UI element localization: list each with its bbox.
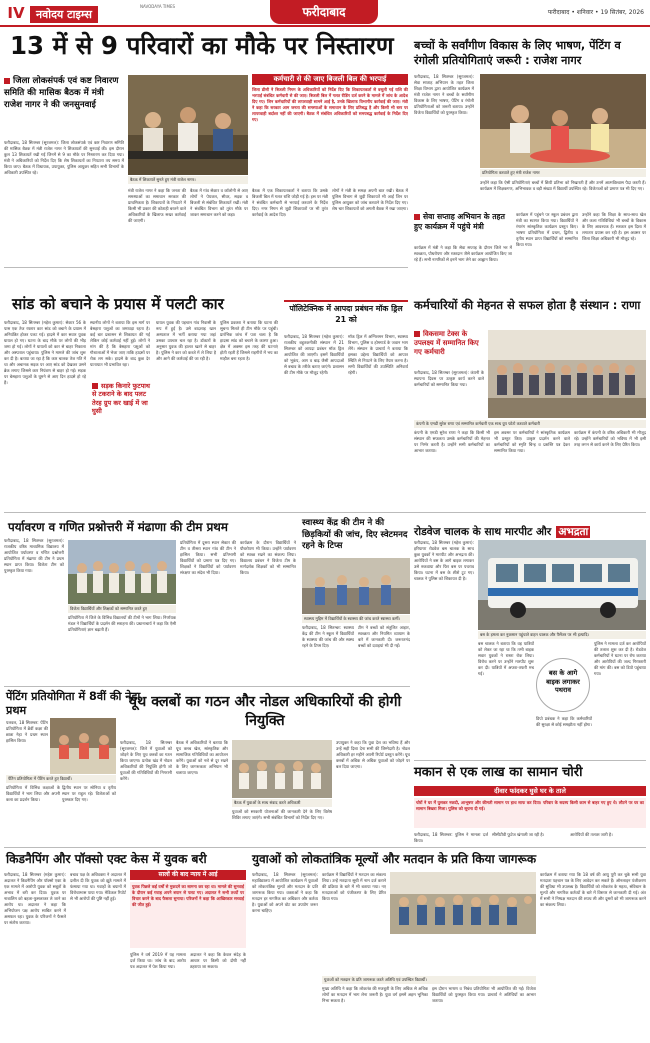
a7-photo	[302, 558, 410, 614]
a11-body-col2: सीसीटीवी फुटेज खंगाली जा रही है।	[492, 832, 545, 837]
a12-box: युवक पिछले कई वर्षों से मुकदमे का सामना कर रहा था। मामले की सुनवाई के दौरान कई गवाह अपने बयान से पलट गए। अदालत ने सभी तथ्यों पर विचार करने के बाद फैसला सुनाया। परिजनों ने कहा कि आखिरकार सच्चाई की जीत हुई।	[130, 882, 246, 948]
a1-body-col2: मंत्री राजेश नागर ने कहा कि जनता की समस्याओं का समाधान सरकार की प्राथमिकता है। शिकायतों के निपटारे में किसी भी प्रकार की कोताही बरतने वाले अधिकारियों के खिलाफ सख्त कार्रवाई की जाएगी।	[128, 188, 186, 223]
a5-body-col1: फरीदाबाद, 18 सितम्बर (सूरजमल): कंपनी के स्थापना दिवस पर उत्कृष्ट कार्य करने वाले कर्मचारियों को सम्मानित किया गया।	[414, 370, 484, 387]
a1-headline: 13 में से 9 परिवारों का मौके पर निस्तारण	[10, 31, 394, 60]
a8-headline-highlight: अभद्रता	[558, 526, 589, 538]
a2-photo	[480, 74, 646, 168]
a2-subheadline	[414, 212, 512, 232]
a10-photo	[232, 740, 332, 798]
a11-body-col3: आरोपियों की तलाश जारी है।	[570, 832, 613, 837]
a1-kicker-body: जिला डीसी ने बिजली निगम के अधिकारियों को निर्देश दिए कि शिकायतकर्ता से वसूली गई राशि की भरपाई संबंधित कर्मचारी से की जाए। बिजली बिल में गलत रीडिंग दर्ज करने के मामले में जांच के आदेश दिए गए। जिन कर्मचारियों की लापरवाही सामने आई है, उनके खिलाफ विभागीय कार्रवाई की जाए। मंत्री ने कहा कि सरकार आम जनता की समस्याओं के समाधान के लिए प्रतिबद्ध है और किसी भी स्तर पर लापरवाही बर्दाश्त नहीं की जाएगी। बैठक में संबंधित अधिकारियों को समयबद्ध कार्रवाई के निर्देश दिए गए।	[252, 87, 408, 122]
a1-kicker: कर्मचारी से की जाए बिजली बिल की भरपाई	[252, 74, 408, 85]
a1-subheadline	[4, 75, 124, 111]
a3-pull-quote-box	[90, 380, 154, 442]
a13-body-col2: कार्यक्रम में विद्यार्थियों ने मतदान का संकल्प लिया। उन्हें मतदाता सूची में नाम दर्ज कराने की प्रक्रिया के बारे में भी बताया गया। नए मतदाताओं को पंजीकरण के लिए प्रेरित किया गया।	[322, 872, 386, 901]
a1-photo-caption: बैठक में शिकायतें सुनते हुए मंत्री राजेश नागर।	[128, 176, 248, 184]
a12-body-col4: अदालत ने कहा कि केवल संदेह के आधार पर किसी को दोषी नहीं ठहराया जा सकता।	[190, 952, 246, 969]
a11-box: चोरों ने घर में घुसकर नकदी, आभूषण और कीमती सामान पर हाथ साफ कर दिया। परिवार के सदस्य किसी काम से बाहर गए हुए थे। लौटने पर घर का सामान बिखरा मिला। पुलिस को सूचना दी गई।	[414, 798, 646, 828]
a8-body-col4: डिपो प्रबंधक ने कहा कि कर्मचारियों की सुरक्षा से कोई समझौता नहीं होगा।	[536, 716, 592, 727]
a1-body-col4: बैठक में एक शिकायतकर्ता ने बताया कि उसके बिजली बिल में गलत राशि जोड़ी गई है। इस पर मंत्री ने संबंधित कर्मचारी से भरपाई करवाने के निर्देश दिए। नगर निगम से जुड़ी शिकायतों पर भी तुरंत कार्रवाई के आदेश दिए।	[252, 188, 328, 217]
a8-headline	[414, 520, 646, 539]
a4-body-col1: फरीदाबाद, 18 सितम्बर (महेश कुमार): राजकीय बहुतकनीकी संस्थान में 21 सितम्बर को आपदा प्रबंधन मॉक ड्रिल आयोजित की जाएगी। इसमें विद्यार्थियों को भूकंप, आग व बाढ़ जैसी आपदाओं से बचाव के तरीके बताए जाएंगे। प्रशासन की टीम मौके पर मौजूद रहेगी।	[284, 334, 344, 375]
a11-headline: मकान से एक लाख का सामान चोरी	[414, 765, 583, 780]
a8-body-col1: फरीदाबाद, 18 सितम्बर (महेश कुमार): हरियाणा रोडवेज बस चालक के साथ कुछ युवकों ने मारपीट और अभद्रता की। आरोपियों ने बस के आगे बाइक लगाकर उसे रुकवाया और फिर बस पर पथराव किया। घटना में बस के शीशे टूट गए। चालक ने पुलिस को शिकायत दी है।	[414, 540, 474, 581]
a13-photo	[390, 872, 536, 934]
a6-headline: पर्यावरण व गणित प्रश्नोत्तरी में मंढाणा की टीम प्रथम	[8, 520, 228, 534]
masthead-rule	[0, 25, 650, 27]
a4-body-col2: मॉक ड्रिल में अग्निशमन विभाग, स्वास्थ्य विभाग, पुलिस व होमगार्ड के जवान भाग लेंगे। संस्थान के प्राचार्य ने बताया कि इसका उद्देश्य विद्यार्थियों को आपात स्थिति से निपटने के लिए तैयार करना है। सभी विद्यार्थियों की उपस्थिति अनिवार्य रहेगी।	[348, 334, 408, 375]
a10-body-col3: युवाओं को सरकारी योजनाओं की जानकारी देने के लिए विशेष शिविर लगाए जाएंगे। सभी संबंधित विभागों को निर्देश दिए गए।	[232, 809, 332, 820]
a5-body-col3: इस अवसर पर कर्मचारियों ने सांस्कृतिक कार्यक्रम भी प्रस्तुत किए। उत्कृष्ट प्रदर्शन करने वाले कर्मचारियों को स्मृति चिन्ह व प्रशस्ति पत्र देकर सम्मानित किया गया।	[494, 430, 570, 453]
bullet-square-icon	[92, 383, 98, 389]
a1-body-left: फरीदाबाद, 18 सितम्बर (सूरजमल): जिला लोकसंपर्क एवं कष्ट निवारण समिति की मासिक बैठक में मंत्री राजेश नागर ने शिकायतों की सुनवाई की। इस दौरान कुल 13 शिकायतें रखी गईं जिनमें से 9 का मौके पर निस्तारण कर दिया गया। मंत्री ने अधिकारियों को निर्देश दिए कि शेष शिकायतों का निपटारा तय समय में किया जाए। बैठक में विधायक, उपायुक्त, पुलिस आयुक्त सहित सभी विभागों के अधिकारी उपस्थित रहे।	[4, 140, 124, 175]
a9-body-col2: प्रतियोगिता में विभिन्न कक्षाओं के विद्यार्थियों ने भाग लिया और अपनी कला का प्रदर्शन किया।	[6, 785, 60, 802]
a6-photo-caption: विजेता विद्यार्थियों और शिक्षकों को सम्मानित करते हुए	[68, 605, 176, 613]
divider	[4, 512, 646, 513]
a1-photo	[128, 75, 248, 175]
divider	[4, 847, 646, 848]
a1-body-col5: लोगों ने मंत्री के समक्ष अपनी बात रखी। बैठक में पुलिस विभाग से जुड़ी शिकायतें भी आईं जिन पर पुलिस आयुक्त को जांच करवाने के निर्देश दिए गए। शेष चार शिकायतों को अगली बैठक में रखा जाएगा।	[332, 188, 408, 211]
a2-body-col2: उन्होंने कहा कि ऐसी प्रतियोगिताएं बच्चों में छिपी प्रतिभा को निखारती हैं और उनमें आत्मविश्वास पैदा करती हैं। कार्यक्रम में शिक्षकगण, अभिभावक व बड़ी संख्या में विद्यार्थी उपस्थित रहे। विजेताओं को प्रमाण पत्र भी दिए गए।	[480, 180, 646, 191]
a8-photo	[478, 540, 646, 630]
a13-headline: युवाओं को लोकतांत्रिक मूल्यों और मतदान के प्रति किया जागरूक	[252, 852, 537, 866]
a6-body-col3: प्रतियोगिता में दूसरा स्थान सेक्टर की टीम व तीसरा स्थान गांव की टीम ने हासिल किया। सभी प्रतिभागी विद्यार्थियों को प्रमाण पत्र दिए गए। शिक्षकों ने विद्यार्थियों को पर्यावरण संरक्षण का संदेश भी दिया।	[180, 540, 236, 575]
a2-body-col1: फरीदाबाद, 18 सितम्बर (सूरजमल): सेवा सप्ताह अभियान के तहत जिला शिक्षा विभाग द्वारा आयोजित कार्यक्रम में मंत्री राजेश नागर ने बच्चों के सर्वांगीण विकास के लिए भाषण, पेंटिंग व रंगोली प्रतियोगिताओं को जरूरी बताया। उन्होंने विजेता विद्यार्थियों को पुरस्कृत किया।	[414, 74, 474, 115]
bullet-square-icon	[414, 331, 420, 337]
a8-body-col3: पुलिस ने मामला दर्ज कर आरोपियों की तलाश शुरू कर दी है। रोडवेज कर्मचारियों ने घटना पर रोष जताया और आरोपियों की जल्द गिरफ्तारी की मांग की। बस को डिपो पहुंचाया गया।	[594, 641, 646, 676]
a1-body-col3: बैठक में गांव सेक्टर व कॉलोनी से आए लोगों ने पेयजल, सीवर, सड़क व बिजली से संबंधित शिकायतें रखीं। मंत्री ने संबंधित विभाग को तुरंत मौके पर जाकर समाधान करने को कहा।	[190, 188, 248, 217]
masthead	[0, 0, 650, 28]
a2-headline: बच्चों के सर्वांगीण विकास के लिए भाषण, पेंटिंग व रंगोली प्रतियोगिताएं जरूरी : राजेश नागर	[414, 39, 621, 67]
a10-body-col2: बैठक में अधिकारियों ने बताया कि यूथ क्लब खेल, सांस्कृतिक और सामाजिक गतिविधियों का आयोजन करेंगे। युवाओं को नशे से दूर रखने के लिए जागरूकता अभियान भी चलाया जाएगा।	[176, 740, 228, 775]
a13-body-col5: कार्यक्रम में बताया गया कि 18 वर्ष की आयु पूरी कर चुके सभी युवा मतदाता पहचान पत्र के लिए आवेदन कर सकते हैं। ऑनलाइन पंजीकरण की सुविधा भी उपलब्ध है। विद्यार्थियों को लोकतंत्र के महत्व, संविधान के मूल्यों और नागरिक कर्तव्यों के बारे में विस्तार से जानकारी दी गई। अंत में सभी ने निष्पक्ष मतदान की शपथ ली और दूसरों को भी जागरूक करने का संकल्प लिया।	[540, 872, 646, 907]
a9-photo	[50, 718, 116, 774]
a3-body-col2: स्थानीय लोगों ने बताया कि इस मार्ग पर बेसहारा पशुओं का जमावड़ा रहता है। कई बार प्रशासन से शिकायत की गई लेकिन कोई कार्रवाई नहीं हुई। लोगों ने मांग की है कि बेसहारा पशुओं को गौशालाओं में भेजा जाए ताकि हादसों पर रोक लग सके। हादसे के बाद कुछ देर यातायात भी प्रभावित रहा।	[90, 320, 150, 367]
a10-body-col1: फरीदाबाद, 18 सितम्बर (सूरजमल): जिले में युवाओं को जोड़ने के लिए यूथ क्लबों का गठन किया जाएगा। प्रत्येक खंड में नोडल अधिकारियों की नियुक्ति होगी जो युवाओं की गतिविधियों की निगरानी करेंगे।	[120, 740, 172, 781]
a7-photo-caption: स्वास्थ्य मुहिम में विद्यार्थियों के स्वास्थ्य की जांच करते स्वास्थ्य कर्मी।	[302, 615, 410, 623]
a8-photo-caption: बस के हमला कर नुकसान पहुंचाते वाहन चालक और पैसेंजर पर भी इत्यादि।	[478, 631, 646, 639]
a3-body-col3: घायल युवक की पहचान गांव निवासी के रूप में हुई है। उसे बादशाह खान अस्पताल में भर्ती कराया गया जहां उसका उपचार चल रहा है। डॉक्टरों के अनुसार युवक की हालत खतरे से बाहर है। पुलिस ने कार को कब्जे में ले लिया है और आगे की कार्रवाई की जा रही है।	[156, 320, 216, 361]
masthead-small-text: NAVODAYA TIMES	[140, 4, 176, 9]
bullet-square-icon	[414, 214, 420, 220]
a13-body-col1: फरीदाबाद, 18 सितम्बर (सूरजमल): महाविद्यालय में आयोजित कार्यक्रम में युवाओं को लोकतांत्रिक मूल्यों और मतदान के प्रति जागरूक किया गया। वक्ताओं ने कहा कि मतदान हर नागरिक का अधिकार और कर्तव्य है। युवाओं को अपने वोट का उपयोग जरूर करना चाहिए।	[252, 872, 318, 913]
a9-body-col3: द्वितीय स्थान पर सोनिया व तृतीय स्थान पर राहुल रहे। विजेताओं को पुरस्कार दिए गए।	[62, 785, 116, 802]
a12-body-col3: पुलिस ने वर्ष 2019 में यह मामला दर्ज किया था। जांच के बाद आरोप पत्र अदालत में पेश किया गया।	[130, 952, 186, 969]
a5-body-col2: कंपनी के एमडी सुरेश राणा ने कहा कि किसी भी संस्थान की सफलता उसके कर्मचारियों की मेहनत पर निर्भर करती है। उन्होंने सभी कर्मचारियों का आभार जताया।	[414, 430, 490, 453]
a1-sub-text: जिला लोकसंपर्क एवं कष्ट निवारण समिति की मासिक बैठक में मंत्री राजेश नागर ने की जनसुनवाई	[4, 76, 119, 110]
a10-headline: यूथ क्लबों का गठन और नोडल अधिकारियों की होगी नियुक्ति	[128, 694, 402, 729]
bullet-square-icon	[4, 78, 10, 84]
a13-body-col4: इस दौरान भाषण व निबंध प्रतियोगिता भी आयोजित की गई। विजेता विद्यार्थियों को पुरस्कृत किया गया। प्राचार्य ने अतिथियों का आभार जताया।	[432, 986, 536, 1003]
divider	[414, 760, 646, 761]
a11-kicker: दीवार फांदकर घुसे घर के ताले	[414, 786, 646, 796]
a2-body-col4: कार्यक्रम में पहुंचने पर स्कूल प्रबंधन द्वारा मंत्री का स्वागत किया गया। विद्यार्थियों ने रंगारंग सांस्कृतिक कार्यक्रम प्रस्तुत किए। भाषण प्रतियोगिता में प्रथम, द्वितीय व तृतीय स्थान प्राप्त विद्यार्थियों को सम्मानित किया गया।	[516, 212, 578, 247]
a12-body-col2: बचाव पक्ष के अधिवक्ता ने अदालत में दलील दी कि युवक को झूठे मामले में फंसाया गया था। गवाहों के बयानों में विरोधाभास पाया गया। मेडिकल रिपोर्ट से भी आरोपों की पुष्टि नहीं हुई।	[70, 872, 126, 901]
a5-photo	[488, 330, 646, 418]
a13-body-col3: मुख्य अतिथि ने कहा कि लोकतंत्र की मजबूती के लिए अधिक से अधिक लोगों का मतदान में भाग लेना जरूरी है। युवा वर्ग इसमें अहम भूमिका निभा सकता है।	[322, 986, 428, 1003]
a6-body-col2: प्रतियोगिता में जिले के विभिन्न विद्यालयों की टीमों ने भाग लिया। निर्णायक मंडल ने विद्यार्थियों के प्रदर्शन की सराहना की। प्रधानाचार्य ने कहा कि ऐसी प्रतियोगिताएं ज्ञान बढ़ाती हैं।	[68, 615, 176, 632]
a8-body-col2: बस चालक ने बताया कि वह यात्रियों को लेकर जा रहा था कि तभी बाइक सवार युवकों ने रास्ता रोक लिया। विरोध करने पर उन्होंने मारपीट शुरू कर दी। यात्रियों में अफरा-तफरी मच गई।	[478, 641, 534, 676]
a10-photo-caption: बैठक में युवाओं के साथ संवाद करते अधिकारी	[232, 799, 332, 807]
page-number-badge: IV	[4, 2, 28, 24]
a3-headline: सांड को बचाने के प्रयास में पलटी कार	[12, 295, 224, 313]
a2-sub-text: सेवा सप्ताह अभियान के तहत हुए कार्यक्रम में पहुंचे मंत्री	[414, 212, 505, 231]
a8-pull-quote: बस के आगे बाइक लगाकर पथराव	[536, 658, 590, 712]
dateline: फरीदाबाद • शनिवार • 19 सितंबर, 2026	[547, 9, 644, 16]
a3-pull-text: सड़क किनारे फुटपाथ से टकराने के बाद पलट तेरह ग्रुप कर खाई में जा घुसी	[92, 382, 150, 416]
a9-headline: पेंटिंग प्रतियोगिता में 8वीं की नेहा प्रथम	[6, 690, 141, 717]
a5-photo-caption: कंपनी के एमडी सुरेश राणा एवं सम्मानित कर्मचारी एक साथ ग्रुप फोटो करवाते कर्मचारी	[414, 420, 646, 428]
a4-kicker: पॉलिटेक्निक में आपदा प्रबंधन मॉक ड्रिल 21 को	[284, 300, 408, 330]
a10-body-col4: उपायुक्त ने कहा कि युवा देश का भविष्य हैं और उन्हें सही दिशा देना सभी की जिम्मेदारी है। नोडल अधिकारी हर महीने अपनी रिपोर्ट प्रस्तुत करेंगे। यूथ क्लबों में अधिक से अधिक युवाओं को जोड़ने पर बल दिया जाएगा।	[336, 740, 410, 769]
a6-body-col4: कार्यक्रम के दौरान विद्यार्थियों ने पौधरोपण भी किया। उन्होंने पर्यावरण को स्वच्छ रखने का संकल्प लिया। विद्यालय प्रबंधन ने विजेता टीम के मार्गदर्शक शिक्षकों को भी सम्मानित किया।	[240, 540, 296, 575]
a5-subheadline	[414, 330, 484, 357]
a5-sub-text: विकसमा टेक्स के उपलक्ष्य में सम्मानित किए गए कर्मचारी	[414, 330, 479, 356]
a7-headline: स्वास्थ्य केंद्र की टीम ने की छिड़कियों की जांच, दिए स्वेटमनद रहने के टिप्स	[302, 518, 408, 551]
a11-body-col1: फरीदाबाद, 18 सितम्बर: पुलिस ने मामला दर्ज किया।	[414, 832, 488, 843]
a7-body-col2: टीम ने बच्चों को संतुलित आहार, स्वच्छता और नियमित व्यायाम के बारे में जानकारी दी। जरूरतमंद बच्चों को दवाइयां भी दी गईं।	[358, 625, 410, 648]
a12-headline: किडनैपिंग और पॉक्सो एक्ट केस में युवक बरी	[6, 852, 207, 866]
a12-body-col1: फरीदाबाद, 18 सितम्बर (महेश कुमार): अदालत ने किडनैपिंग और पॉक्सो एक्ट के एक मामले में आरोपी युवक को सबूतों के अभाव में बरी कर दिया। युवक पर नाबालिग को बहला-फुसलाकर ले जाने का आरोप था। अदालत ने कहा कि अभियोजन पक्ष आरोप साबित करने में असफल रहा। युवक के परिजनों ने फैसले पर संतोष जताया।	[4, 872, 66, 925]
a6-photo	[68, 540, 176, 604]
a6-body-col1: फरीदाबाद, 18 सितम्बर (सूरजमल): राजकीय वरिष्ठ माध्यमिक विद्यालय में आयोजित पर्यावरण व गणित प्रश्नोत्तरी प्रतियोगिता में मंढाणा की टीम ने प्रथम स्थान प्राप्त किया। विजेता टीम को पुरस्कृत किया गया।	[4, 538, 64, 573]
a9-body-col1: पलवल, 18 सितम्बर: पेंटिंग प्रतियोगिता में 8वीं कक्षा की छात्रा नेहा ने प्रथम स्थान हासिल किया।	[6, 720, 48, 743]
a9-photo-caption: पेंटिंग प्रतियोगिता में पेंटिंग करते हुए विद्यार्थी।	[6, 775, 116, 783]
a2-body-col3: कार्यक्रम में मंत्री ने कहा कि सेवा सप्ताह के दौरान जिले भर में स्वच्छता, पौधरोपण और रक्तदान जैसे कार्यक्रम आयोजित किए जा रहे हैं। सभी नागरिकों से इनमें भाग लेने का आह्वान किया।	[414, 245, 512, 262]
a13-photo-caption: युवाओं को मतदान के प्रति जागरूक करते अतिथि एवं उपस्थित विद्यार्थी।	[322, 976, 536, 984]
divider	[4, 686, 410, 687]
a12-kicker: सालों की बाद न्याय में आई	[130, 870, 246, 880]
section-banner: फरीदाबाद	[270, 0, 378, 24]
divider	[4, 267, 408, 268]
a7-body-col1: फरीदाबाद, 18 सितम्बर: स्वास्थ्य केंद्र की टीम ने स्कूल में विद्यार्थियों के स्वास्थ्य की जांच की और स्वस्थ रहने के टिप्स दिए।	[302, 625, 354, 648]
paper-name: नवोदय टाइम्स	[30, 6, 98, 23]
a5-headline: कर्मचारियों की मेहनत से सफल होता है संस्थान : राणा	[414, 298, 641, 312]
a5-body-col4: कार्यक्रम में कंपनी के वरिष्ठ अधिकारी भी मौजूद रहे। उन्होंने कर्मचारियों को भविष्य में भी इसी तरह लगन से कार्य करने के लिए प्रेरित किया।	[574, 430, 646, 447]
a2-photo-caption: प्रतियोगिता करवाते हुए मंत्री राजेश नागर	[480, 169, 646, 177]
a3-body-col1: फरीदाबाद, 18 सितम्बर (महेश कुमार): सेक्टर 56 के पास एक तेज रफ्तार कार सांड को बचाने के प्रयास में अनियंत्रित होकर पलट गई। हादसे में कार सवार युवक घायल हो गए। घटना के बाद मौके पर लोगों की भीड़ जमा हो गई। लोगों ने घायलों को कार से बाहर निकाला और अस्पताल पहुंचाया। पुलिस ने मामले की जांच शुरू कर दी है। बताया जा रहा है कि कार चालक तेज गति में था और अचानक सड़क पर आए सांड को देखकर उसने ब्रेक लगाए जिससे कार नियंत्रण से बाहर हो गई। सड़क पर बेसहारा पशुओं के घूमने से आए दिन हादसे हो रहे हैं।	[4, 320, 86, 385]
a3-body-col4: पुलिस प्रवक्ता ने बताया कि घटना की सूचना मिलते ही टीम मौके पर पहुंची। प्रारंभिक जांच में पता चला है कि हादसा सांड को बचाने के कारण हुआ। क्षेत्र में अक्सर इस तरह की घटनाएं होती रहती हैं जिससे राहगीरों में भय का माहौल बना रहता है।	[220, 320, 278, 361]
a8-headline-text: रोडवेज चालक के साथ मारपीट और	[414, 526, 552, 538]
a2-body-col5: उन्होंने कहा कि शिक्षा के साथ-साथ खेल और कला गतिविधियां भी बच्चों के विकास के लिए आवश्यक हैं। सरकार इस दिशा में लगातार प्रयास कर रही है। इस अवसर पर जिला शिक्षा अधिकारी भी मौजूद रहे।	[582, 212, 646, 241]
